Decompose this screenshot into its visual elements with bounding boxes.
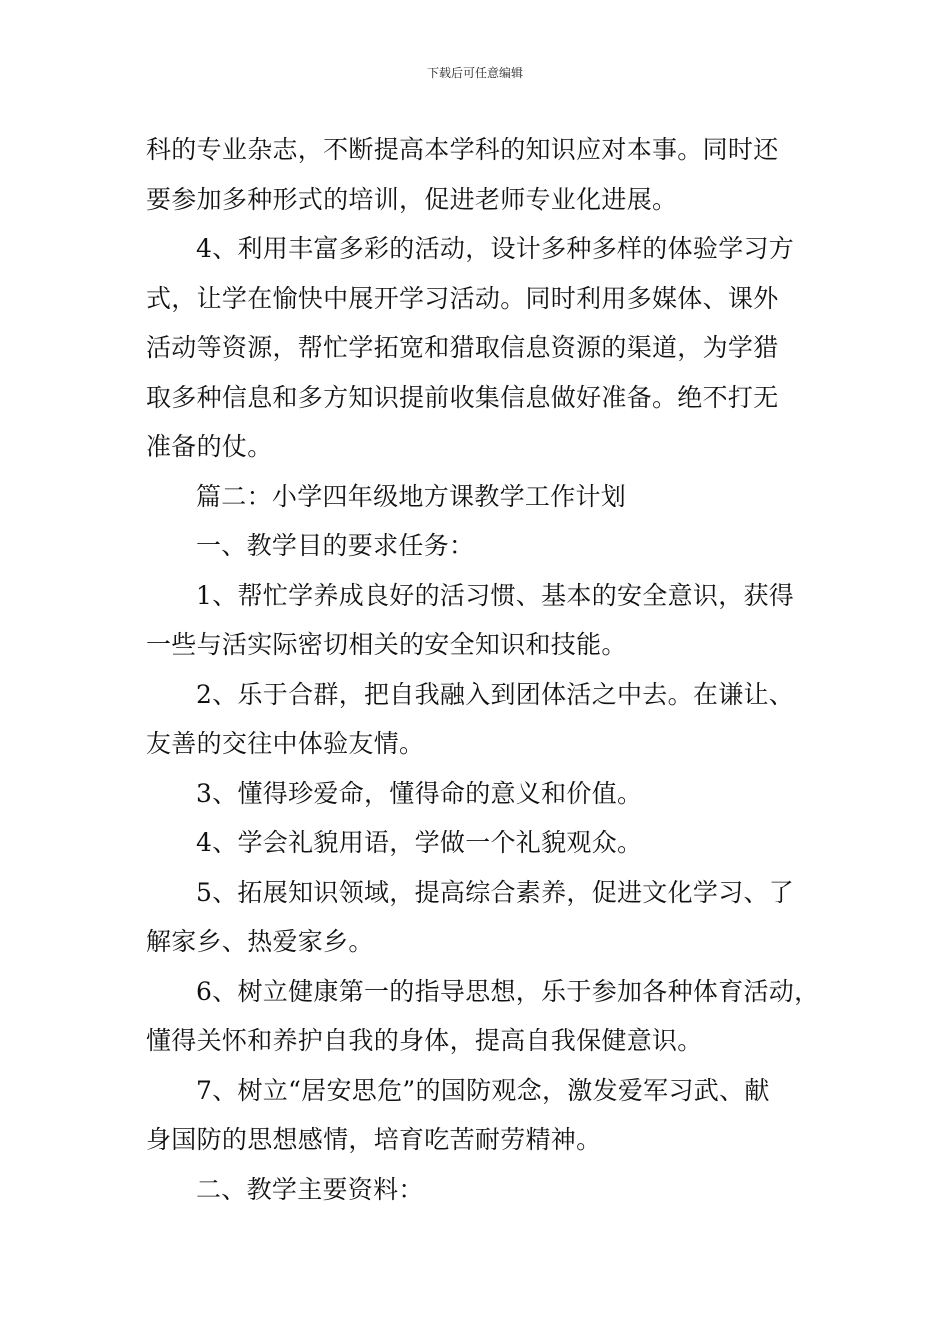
text-line: 2、乐于合群，把自我融入到团体活之中去。在谦让、 [196,679,795,709]
text-line: 4、利用丰富多彩的活动，设计多种多样的体验学习方 [196,234,795,263]
paragraph [146,224,836,472]
text-line: 解家乡、热爱家乡。 [146,927,374,956]
list-item [146,1066,836,1165]
text-line: 1、帮忙学养成良好的活习惯、基本的安全意识，获得 [196,580,795,610]
text-line: 5、拓展知识领域，提高综合素养，促进文化学习、了 [196,877,795,907]
text-line: 7、树立“居安思危”的国防观念，激发爱军习武、献 [196,1075,770,1105]
text-line: 3、懂得珍爱命，懂得命的意义和价值。 [196,778,643,808]
text-line: 活动等资源，帮忙学拓宽和猎取信息资源的渠道，为学猎 [146,333,779,362]
section-heading [146,1165,836,1215]
list-item [146,818,836,868]
text-line: 式，让学在愉快中展开学习活动。同时利用多媒体、课外 [146,283,779,313]
page-header: 下载后可任意编辑 [426,66,523,80]
text-line: 准备的仗。 [146,432,273,461]
text-line: 友善的交往中体验友情。 [146,729,425,758]
text-line: 一些与活实际密切相关的安全知识和技能。 [146,630,627,659]
section-heading [146,521,836,571]
list-item [146,769,836,819]
list-item [146,571,836,670]
text-line: 篇二：小学四年级地方课教学工作计划 [196,481,627,511]
text-line: 6、树立健康第一的指导思想，乐于参加各种体育活动， [196,976,820,1006]
text-line: 身国防的思想感情，培育吃苦耐劳精神。 [146,1125,602,1154]
paragraph [146,125,836,224]
list-item [146,868,836,967]
text-line: 懂得关怀和养护自我的身体，提高自我保健意识。 [146,1026,703,1055]
text-line: 4、学会礼貌用语，学做一个礼貌观众。 [196,828,643,857]
text-line: 要参加多种形式的培训，促进老师专业化进展。 [146,184,678,214]
document-body [146,125,836,1214]
text-line: 二、教学主要资料： [196,1174,424,1204]
section-title [146,472,836,522]
list-item [146,670,836,769]
text-line: 科的专业杂志，不断提高本学科的知识应对本事。同时还 [146,135,779,164]
text-line: 取多种信息和多方知识提前收集信息做好准备。绝不打无 [146,382,779,412]
text-line: 一、教学目的要求任务： [196,531,475,560]
list-item [146,967,836,1066]
